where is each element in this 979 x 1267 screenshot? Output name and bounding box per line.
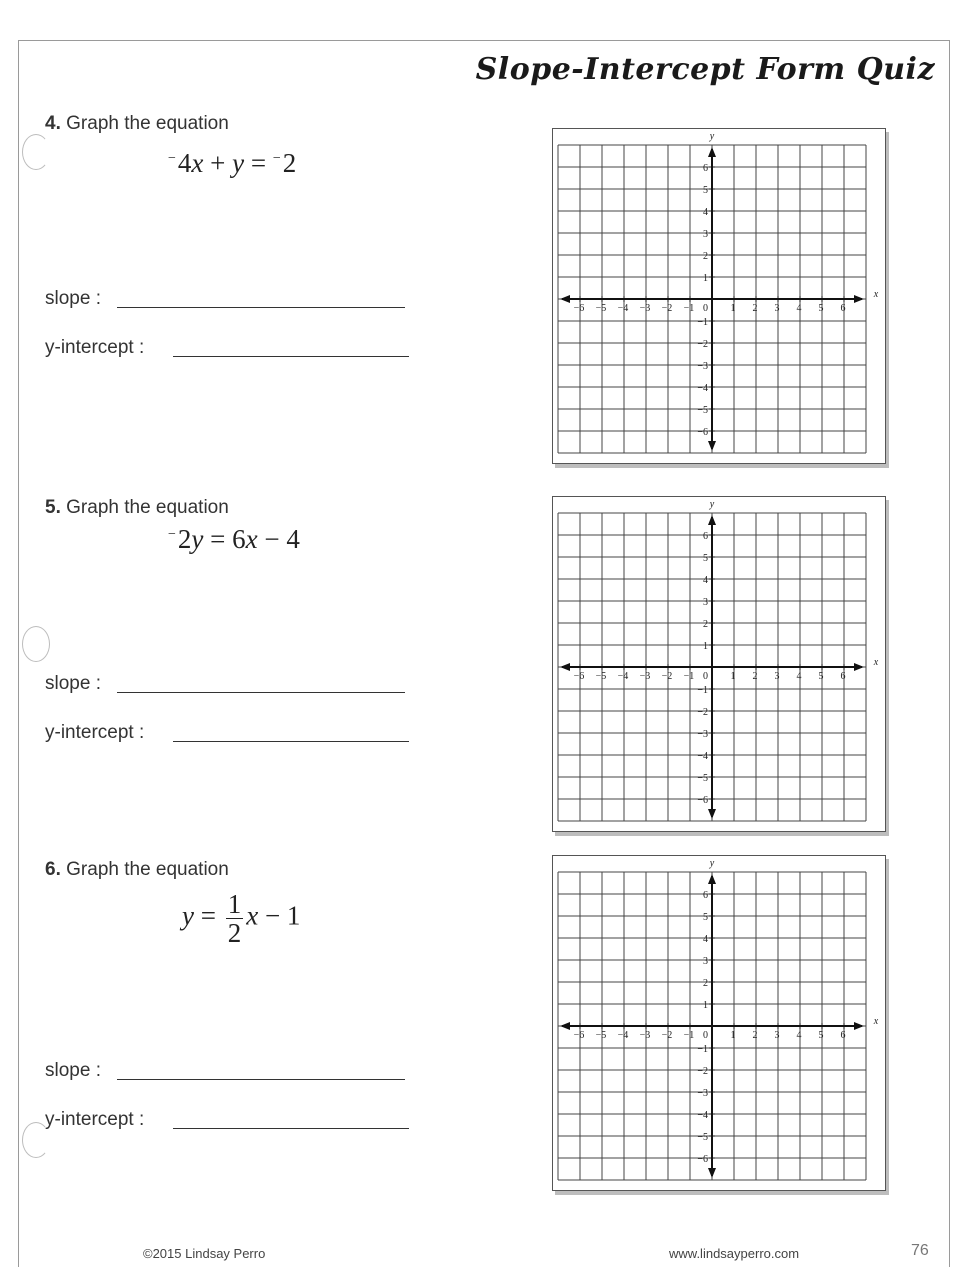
y-tick-label: 1 [703, 273, 708, 284]
x-tick-label: 3 [774, 1030, 780, 1041]
slope-answer-line[interactable] [117, 307, 405, 308]
problem-number: 5. [45, 497, 61, 518]
y-axis-label: y [709, 499, 715, 510]
fraction: $\frac{1}{2}$ [227, 889, 242, 948]
y-axis-label: y [709, 131, 715, 142]
y-axis-arrow-up [708, 515, 716, 525]
y-tick-label: 4 [703, 575, 708, 586]
y-axis-arrow-up [708, 874, 716, 884]
y-tick-label: −4 [697, 1110, 708, 1121]
x-tick-label: −5 [595, 1030, 607, 1041]
problem-6-heading [45, 859, 229, 881]
x-axis-arrow-left [560, 663, 570, 671]
x-axis-arrow-right [854, 1022, 864, 1030]
x-tick-label: 6 [840, 1030, 846, 1041]
x-tick-label: −2 [661, 671, 673, 682]
x-tick-label: −1 [683, 1030, 695, 1041]
problem-4-heading [45, 113, 229, 135]
y-tick-label: −1 [697, 685, 708, 696]
x-tick-label: −5 [595, 671, 607, 682]
problem-number: 4. [45, 113, 61, 134]
x-tick-label: 1 [730, 671, 736, 682]
x-tick-label: −6 [573, 671, 585, 682]
y-tick-label: −5 [697, 405, 708, 416]
y-tick-label: 2 [703, 251, 708, 262]
x-tick-label: 4 [796, 303, 802, 314]
x-tick-label: 6 [840, 303, 846, 314]
x-tick-label: 4 [796, 671, 802, 682]
grid-svg [553, 856, 885, 1190]
x-axis-arrow-right [854, 663, 864, 671]
x-axis-label: x [873, 1016, 879, 1027]
problem-prompt: Graph the equation [66, 859, 229, 880]
y-tick-label: −2 [697, 707, 708, 718]
x-axis-label: x [873, 289, 879, 300]
y-tick-label: 6 [703, 531, 708, 542]
equation-4: −4x + y = −2 [168, 148, 297, 178]
y-axis-arrow-down [708, 809, 716, 819]
binder-hole [22, 626, 50, 662]
y-tick-label: −1 [697, 317, 708, 328]
y-tick-label: 1 [703, 641, 708, 652]
copyright: ©2015 Lindsay Perro [143, 1246, 266, 1261]
coordinate-grid-4[interactable] [552, 128, 886, 464]
equation-5: −2y = 6x − 4 [168, 524, 300, 554]
origin-label: 0 [703, 303, 708, 314]
problem-number: 6. [45, 859, 61, 880]
intercept-label: y-intercept : [45, 337, 145, 358]
y-tick-label: −3 [697, 1088, 708, 1099]
x-tick-label: 2 [752, 1030, 758, 1041]
y-tick-label: 2 [703, 978, 708, 989]
problem-prompt: Graph the equation [66, 497, 229, 518]
y-tick-label: 3 [703, 229, 708, 240]
page-title: Slope-Intercept Form Quiz [475, 52, 935, 87]
slope-label: slope : [45, 288, 101, 309]
y-tick-label: −6 [697, 427, 708, 438]
x-tick-label: 1 [730, 1030, 736, 1041]
x-tick-label: −1 [683, 303, 695, 314]
x-tick-label: −1 [683, 671, 695, 682]
website: www.lindsayperro.com [669, 1246, 800, 1261]
x-tick-label: 2 [752, 303, 758, 314]
x-tick-label: −3 [639, 1030, 651, 1041]
y-tick-label: −3 [697, 729, 708, 740]
y-tick-label: −3 [697, 361, 708, 372]
x-tick-label: 2 [752, 671, 758, 682]
x-tick-label: −4 [617, 671, 629, 682]
x-tick-label: −2 [661, 1030, 673, 1041]
x-tick-label: −3 [639, 671, 651, 682]
x-axis-label: x [873, 657, 879, 668]
x-tick-label: −6 [573, 1030, 585, 1041]
y-tick-label: 5 [703, 185, 708, 196]
slope-answer-line[interactable] [117, 1079, 405, 1080]
y-tick-label: −5 [697, 1132, 708, 1143]
y-tick-label: −2 [697, 1066, 708, 1077]
x-tick-label: −4 [617, 1030, 629, 1041]
x-tick-label: −6 [573, 303, 585, 314]
x-tick-label: 1 [730, 303, 736, 314]
problem-prompt: Graph the equation [66, 113, 229, 134]
x-tick-label: −3 [639, 303, 651, 314]
y-tick-label: 1 [703, 1000, 708, 1011]
y-tick-label: 5 [703, 912, 708, 923]
y-tick-label: 2 [703, 619, 708, 630]
y-tick-label: 6 [703, 890, 708, 901]
y-tick-label: 3 [703, 597, 708, 608]
x-tick-label: 3 [774, 671, 780, 682]
grid-svg [553, 497, 885, 831]
origin-label: 0 [703, 1030, 708, 1041]
y-tick-label: −6 [697, 1154, 708, 1165]
x-tick-label: −4 [617, 303, 629, 314]
x-axis-arrow-right [854, 295, 864, 303]
y-tick-label: −4 [697, 383, 708, 394]
slope-label: slope : [45, 1060, 101, 1081]
x-tick-label: −5 [595, 303, 607, 314]
coordinate-grid-6[interactable] [552, 855, 886, 1191]
intercept-label: y-intercept : [45, 722, 145, 743]
y-axis-arrow-down [708, 441, 716, 451]
x-tick-label: 3 [774, 303, 780, 314]
x-tick-label: 6 [840, 671, 846, 682]
y-tick-label: −2 [697, 339, 708, 350]
x-tick-label: 5 [818, 303, 824, 314]
y-axis-label: y [709, 858, 715, 869]
binder-hole [22, 134, 50, 170]
y-tick-label: 6 [703, 163, 708, 174]
y-tick-label: −4 [697, 751, 708, 762]
page-number: 76 [911, 1242, 929, 1259]
y-tick-label: 4 [703, 934, 708, 945]
y-tick-label: 3 [703, 956, 708, 967]
y-tick-label: −6 [697, 795, 708, 806]
y-tick-label: 4 [703, 207, 708, 218]
intercept-label: y-intercept : [45, 1109, 145, 1130]
y-axis-arrow-down [708, 1168, 716, 1178]
coordinate-grid-5[interactable] [552, 496, 886, 832]
y-tick-label: −5 [697, 773, 708, 784]
slope-label: slope : [45, 673, 101, 694]
y-tick-label: 5 [703, 553, 708, 564]
x-tick-label: 5 [818, 1030, 824, 1041]
grid-svg [553, 129, 885, 463]
intercept-answer-line[interactable] [173, 356, 409, 357]
x-tick-label: 4 [796, 1030, 802, 1041]
x-tick-label: 5 [818, 671, 824, 682]
slope-answer-line[interactable] [117, 692, 405, 693]
x-axis-arrow-left [560, 1022, 570, 1030]
y-axis-arrow-up [708, 147, 716, 157]
origin-label: 0 [703, 671, 708, 682]
x-tick-label: −2 [661, 303, 673, 314]
equation-6: y = $\frac{1}{2}$ x − 1 [182, 889, 301, 948]
x-axis-arrow-left [560, 295, 570, 303]
intercept-answer-line[interactable] [173, 741, 409, 742]
intercept-answer-line[interactable] [173, 1128, 409, 1129]
problem-5-heading [45, 497, 229, 519]
y-tick-label: −1 [697, 1044, 708, 1055]
